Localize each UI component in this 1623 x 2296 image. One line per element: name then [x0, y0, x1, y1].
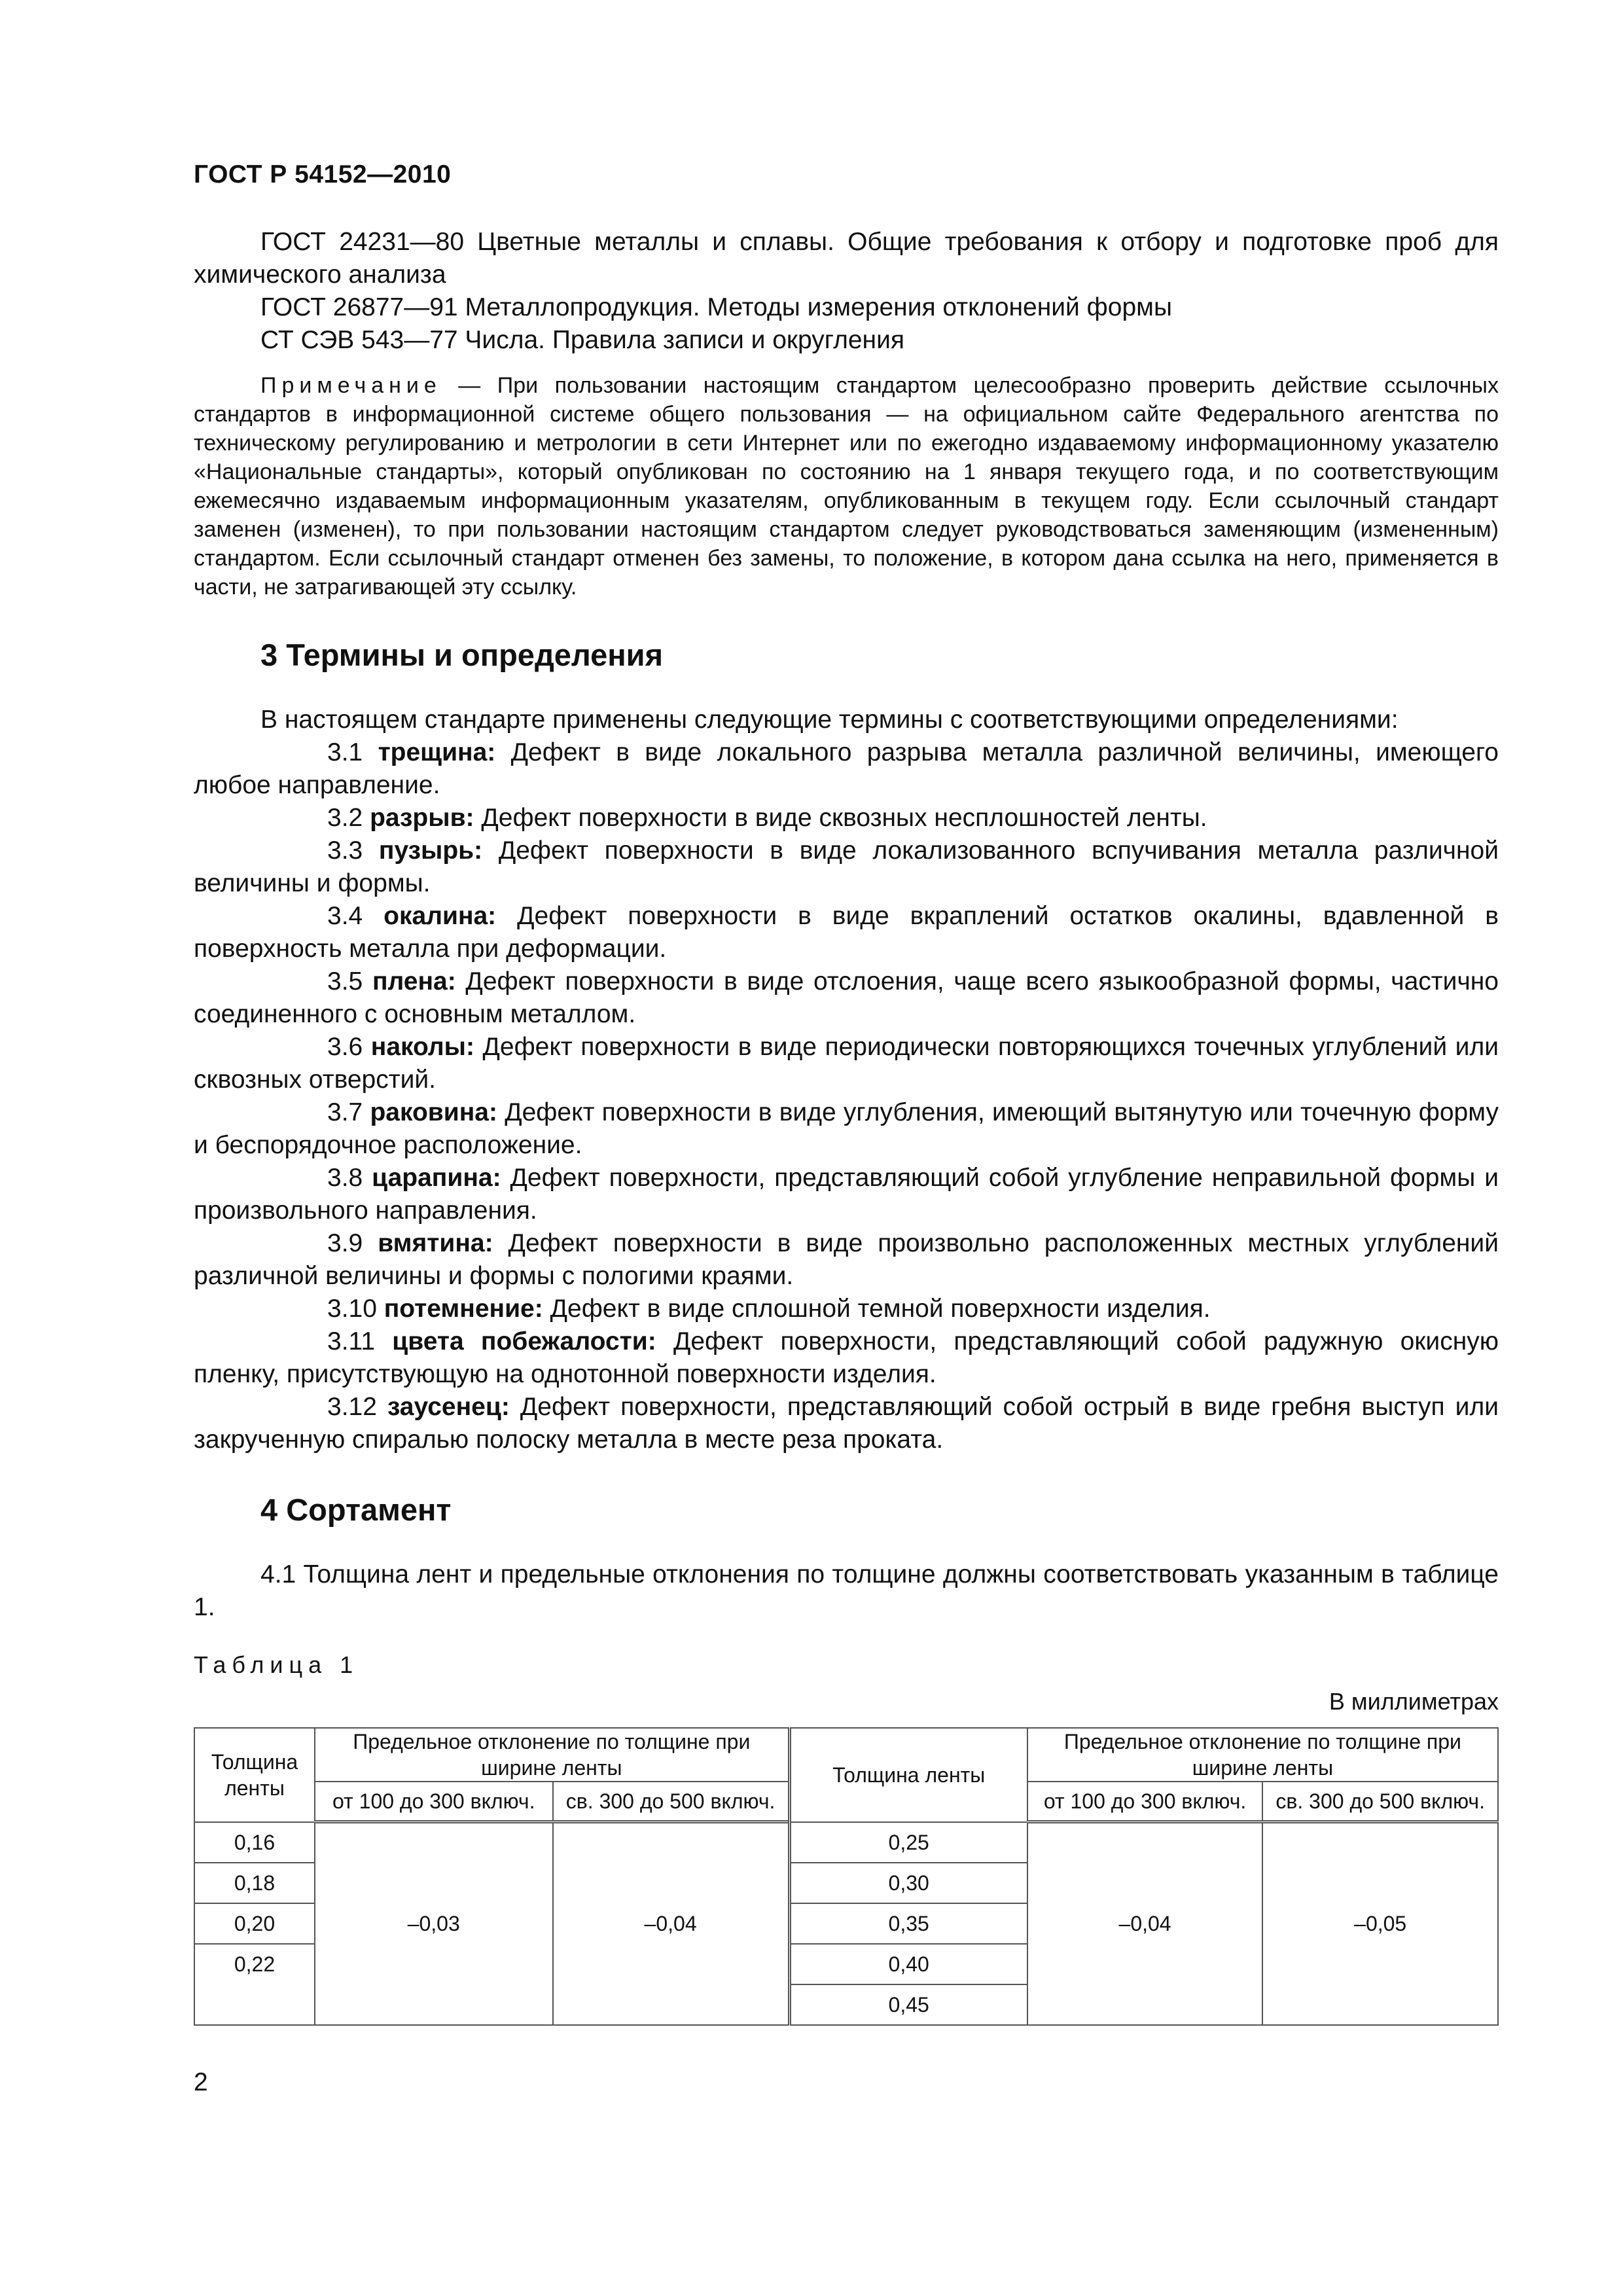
term-number: 3.12: [327, 1393, 377, 1421]
term-definition: [194, 736, 1499, 802]
term-name: наколы:: [370, 1033, 474, 1061]
thickness-cell-left: 0,18: [194, 1863, 315, 1903]
term-number: 3.4: [327, 902, 363, 930]
header-width-100-300-right: от 100 до 300 включ.: [1027, 1782, 1263, 1822]
term-name: царапина:: [372, 1164, 501, 1192]
term-number: 3.5: [327, 967, 363, 996]
term-text: Дефект поверхности в виде углубления, имеющий вытянутую или точечную форму и беспорядочное расположение.: [194, 1098, 1499, 1159]
page-content: [194, 226, 1499, 2026]
term-name: цвета побежалости:: [392, 1327, 656, 1355]
term-text: Дефект поверхности, представляющий собой острый в виде гребня выступ или закрученную спиралью полоску металла в месте реза проката.: [194, 1393, 1499, 1454]
term-definition: [194, 1293, 1499, 1325]
terms-list: [194, 736, 1499, 1456]
term-text: Дефект в виде сплошной темной поверхности изделия.: [550, 1295, 1211, 1323]
header-width-100-300-left: от 100 до 300 включ.: [315, 1782, 553, 1822]
note-paragraph: [194, 371, 1499, 601]
term-number: 3.3: [327, 836, 363, 865]
term-number: 3.11: [327, 1327, 376, 1355]
term-text: Дефект поверхности в виде периодически повторяющихся точечных углублений или сквозных отверстий.: [194, 1033, 1499, 1094]
term-number: 3.7: [327, 1098, 363, 1126]
thickness-cell-right: 0,30: [789, 1863, 1027, 1903]
term-number: 3.9: [327, 1229, 363, 1257]
term-definition: [194, 1391, 1499, 1456]
term-name: раковина:: [370, 1098, 497, 1126]
term-definition: [194, 1325, 1499, 1391]
thickness-cell-left: 0,16: [194, 1822, 315, 1863]
term-number: 3.2: [327, 804, 363, 832]
note-text: — При пользовании настоящим стандартом целесообразно проверить действие ссылочных стандартов в информационной системе общего пользования — на официальном сайте Федерального агентства по техническому регулированию и метрологии в сети Интернет или по ежегодно издаваемому информационному указателю «Национальные стандарты», который опубликован по состоянию на 1 января текущего года, и по соответствующим ежемесячно издаваемым информационным указателям, опубликованным в текущем году. Если ссылочный стандарт заменен (изменен), то при пользовании настоящим стандартом следует руководствоваться заменяющим (измененным) стандартом. Если ссылочный стандарт отменен без замены, то положение, в котором дана ссылка на него, применяется в части, не затрагивающей эту ссылку.: [194, 373, 1499, 600]
term-definition: [194, 900, 1499, 965]
term-number: 3.8: [327, 1164, 363, 1192]
thickness-cell-right: 0,35: [789, 1903, 1027, 1944]
term-definition: [194, 1031, 1499, 1096]
term-name: потемнение:: [383, 1295, 543, 1323]
table-caption: Таблица 1: [194, 1651, 359, 1678]
term-name: трещина:: [378, 738, 496, 766]
page-number: 2: [194, 2068, 208, 2096]
deviation-cell: –0,05: [1262, 1822, 1498, 2025]
section-3-intro: В настоящем стандарте применены следующие термины с соответствующими определениями:: [260, 706, 1399, 734]
term-text: Дефект поверхности, представляющий собой углубление неправильной формы и произвольного направления.: [194, 1164, 1499, 1225]
term-definition: [194, 834, 1499, 900]
term-text: Дефект поверхности в виде вкраплений остатков окалины, вдавленной в поверхность металла при деформации.: [194, 902, 1499, 963]
header-deviation-right: Предельное отклонение по толщине при ширине ленты: [1027, 1728, 1498, 1782]
term-definition: [194, 1227, 1499, 1293]
thickness-cell-right: 0,40: [789, 1944, 1027, 1984]
deviation-cell: –0,03: [315, 1822, 553, 2025]
thickness-cell-right: 0,25: [789, 1822, 1027, 1863]
term-definition: [194, 965, 1499, 1031]
term-text: Дефект поверхности, представляющий собой радужную окисную пленку, присутствующую на однотонной поверхности изделия.: [194, 1327, 1499, 1388]
note-label: Примечание: [260, 373, 442, 398]
thickness-cell-left: 0,20: [194, 1903, 315, 1944]
term-text: Дефект в виде локального разрыва металла различной величины, имеющего любое направление.: [194, 738, 1499, 799]
term-name: заусенец:: [387, 1393, 510, 1421]
reference-item: ГОСТ 24231—80 Цветные металлы и сплавы. Общие требования к отбору и подготовке проб для химического анализа: [194, 228, 1499, 289]
reference-item: ГОСТ 26877—91 Металлопродукция. Методы измерения отклонений формы: [260, 293, 1172, 321]
deviation-cell: –0,04: [553, 1822, 790, 2025]
term-name: плена:: [372, 967, 456, 996]
term-text: Дефект поверхности в виде произвольно расположенных местных углублений различной величины и формы с пологими краями.: [194, 1229, 1499, 1290]
header-width-300-500-left: св. 300 до 500 включ.: [553, 1782, 790, 1822]
term-number: 3.6: [327, 1033, 363, 1061]
document-header-code: ГОСТ Р 54152—2010: [194, 160, 452, 188]
term-definition: [194, 1096, 1499, 1162]
term-definition: [194, 1162, 1499, 1227]
term-name: разрыв:: [370, 804, 474, 832]
term-text: Дефект поверхности в виде отслоения, чаще всего языкообразной формы, частично соединенного с основным металлом.: [194, 967, 1499, 1028]
term-number: 3.10: [327, 1295, 377, 1323]
normative-references: [194, 226, 1499, 357]
table-units: В миллиметрах: [1329, 1688, 1499, 1715]
header-thickness-left: Толщина ленты: [194, 1728, 315, 1822]
header-width-300-500-right: св. 300 до 500 включ.: [1262, 1782, 1498, 1822]
thickness-cell-right: 0,45: [789, 1984, 1027, 2025]
thickness-cell-left: 0,22: [194, 1944, 315, 2025]
term-name: вмятина:: [378, 1229, 493, 1257]
header-deviation-left: Предельное отклонение по толщине при ширине ленты: [315, 1728, 789, 1782]
reference-item: СТ СЭВ 543—77 Числа. Правила записи и округления: [260, 326, 904, 354]
header-thickness-right: Толщина ленты: [789, 1728, 1027, 1822]
section-4-paragraph: 4.1 Толщина лент и предельные отклонения по толщине должны соответствовать указанным в таблице 1.: [194, 1560, 1499, 1621]
section-4-title: 4 Сортамент: [260, 1492, 452, 1527]
deviation-cell: –0,04: [1027, 1822, 1263, 2025]
term-number: 3.1: [327, 738, 363, 766]
term-name: окалина:: [383, 902, 497, 930]
term-definition: [194, 802, 1499, 834]
table-1: [194, 1727, 1499, 2026]
term-text: Дефект поверхности в виде сквозных несплошностей ленты.: [481, 804, 1207, 832]
section-3-title: 3 Термины и определения: [260, 637, 663, 672]
term-text: Дефект поверхности в виде локализованного вспучивания металла различной величины и формы.: [194, 836, 1499, 897]
term-name: пузырь:: [378, 836, 483, 865]
